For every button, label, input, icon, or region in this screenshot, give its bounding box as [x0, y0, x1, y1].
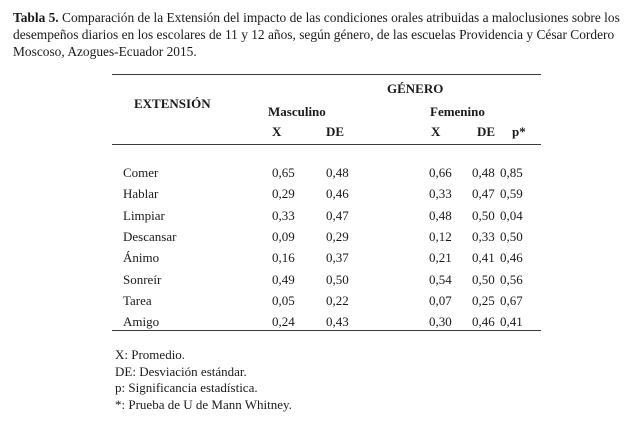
cell-label: Ánimo	[123, 250, 160, 266]
header-masculino: Masculino	[268, 104, 326, 119]
cell-masculino-de: 0,47	[326, 207, 349, 223]
cell-label: Descansar	[123, 228, 177, 244]
cell-p: 0,50	[500, 228, 523, 244]
cell-label: Amigo	[123, 314, 160, 330]
cell-masculino-x: 0,05	[272, 292, 295, 308]
cell-femenino-de: 0,50	[472, 271, 495, 287]
header-femenino: Femenino	[430, 104, 485, 119]
caption-label: Tabla 5.	[13, 10, 59, 25]
cell-femenino-de: 0,50	[472, 207, 495, 223]
header-p: p*	[512, 124, 526, 139]
note-x: X: Promedio.	[115, 347, 186, 362]
header-extension: EXTENSIÓN	[134, 96, 211, 111]
caption-text: Comparación de la Extensión del impacto de las condiciones orales atribuidas a maloclusiones sobre los desempeños diarios en los escolares de 11 y 12 años, según género, de las escuelas Providencia y César Cordero Moscoso, Azogues-Ecuador 2015.	[13, 10, 620, 59]
cell-p: 0,67	[500, 292, 523, 308]
cell-p: 0,46	[500, 250, 523, 266]
cell-femenino-x: 0,33	[429, 186, 452, 202]
header-masculino-x: X	[272, 124, 282, 139]
cell-masculino-x: 0,24	[272, 314, 295, 330]
header-masculino-de: DE	[326, 124, 345, 139]
cell-masculino-x: 0,29	[272, 186, 295, 202]
cell-label: Sonreír	[123, 271, 162, 287]
table-header-rule	[112, 144, 541, 145]
cell-femenino-x: 0,66	[429, 165, 452, 180]
cell-femenino-de: 0,25	[472, 292, 495, 308]
cell-label: Tarea	[123, 292, 152, 308]
cell-masculino-x: 0,49	[272, 271, 295, 287]
cell-femenino-de: 0,47	[472, 186, 495, 202]
cell-femenino-x: 0,30	[429, 314, 452, 330]
note-de: DE: Desviación estándar.	[115, 363, 247, 379]
cell-masculino-de: 0,50	[326, 271, 349, 287]
header-femenino-de: DE	[477, 124, 496, 139]
cell-p: 0,85	[500, 165, 523, 180]
cell-masculino-de: 0,37	[326, 250, 349, 266]
cell-masculino-de: 0,46	[326, 186, 349, 202]
cell-masculino-de: 0,43	[326, 314, 349, 330]
cell-femenino-x: 0,07	[429, 292, 452, 308]
cell-p: 0,04	[500, 207, 523, 223]
cell-masculino-de: 0,22	[326, 292, 349, 308]
header-femenino-x: X	[431, 124, 441, 139]
cell-femenino-x: 0,54	[429, 271, 452, 287]
note-p: p: Significancia estadística.	[115, 380, 258, 395]
table-bottom-rule	[112, 330, 541, 331]
note-test: *: Prueba de U de Mann Whitney.	[115, 396, 292, 412]
cell-masculino-de: 0,48	[326, 165, 349, 180]
table-top-rule	[112, 74, 541, 75]
cell-masculino-x: 0,09	[272, 228, 295, 244]
cell-masculino-de: 0,29	[326, 228, 349, 244]
cell-label: Comer	[123, 165, 159, 180]
cell-masculino-x: 0,33	[272, 207, 295, 223]
cell-label: Limpiar	[123, 207, 165, 223]
cell-femenino-x: 0,12	[429, 228, 452, 244]
cell-femenino-x: 0,21	[429, 250, 452, 266]
cell-label: Hablar	[123, 186, 159, 202]
cell-masculino-x: 0,16	[272, 250, 295, 266]
cell-p: 0,41	[500, 314, 523, 330]
table-caption	[13, 9, 625, 60]
cell-p: 0,59	[500, 186, 523, 202]
cell-p: 0,56	[500, 271, 523, 287]
cell-femenino-de: 0,46	[472, 314, 495, 330]
header-genero: GÉNERO	[387, 81, 444, 96]
cell-femenino-de: 0,33	[472, 228, 495, 244]
cell-femenino-de: 0,41	[472, 250, 495, 266]
cell-femenino-de: 0,48	[472, 165, 495, 180]
cell-femenino-x: 0,48	[429, 207, 452, 223]
table-notes	[115, 347, 292, 413]
cell-masculino-x: 0,65	[272, 165, 295, 180]
